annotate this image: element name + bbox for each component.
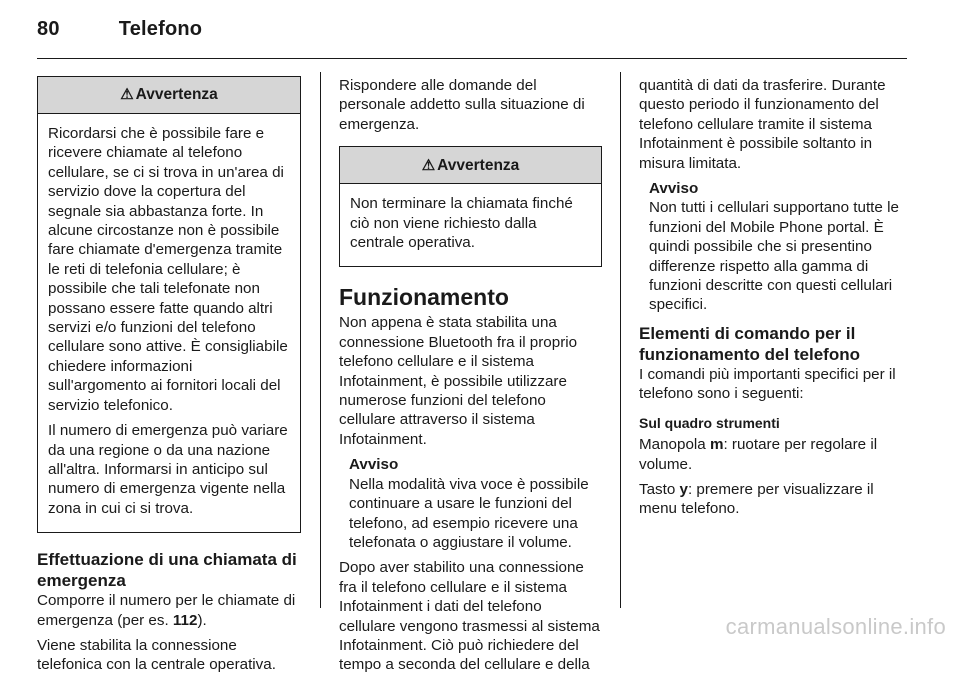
emergency-paragraph-1: [37, 591, 301, 630]
warning-triangle-icon: ⚠: [421, 156, 436, 174]
knob-label: Manopola: [639, 436, 710, 454]
warning-paragraph-1: Ricordarsi che è possibile fare e ricevere chiamate al telefono cellulare, se ci si trova in un'area di servizio dove la copertura del segnale sia abbastanza forte. In alcune circostanze non è possibile fare chiamate d'emergenza tramite le reti di telefonia cellulare; è possibile che tali telefonate non possano essere fatte quando altri servizi e/o funzioni del telefono cellulare sono attive. È consigliabile chiedere informazioni sull'argomento ai fornitori locali del servizio telefonico.: [48, 125, 288, 414]
warning-box: [37, 76, 301, 533]
emergency-paragraph-2: Viene stabilita la connessione telefonica con la centrale operativa.: [37, 636, 276, 674]
phone-button-icon: y: [679, 480, 688, 498]
emergency-paragraph-1-end: ).: [197, 611, 207, 629]
warning-text-2: Non terminare la chiamata finché ciò non viene richiesto dalla centrale operativa.: [350, 195, 573, 252]
controls-heading: Elementi di comando per il funzionamento del telefono: [639, 323, 860, 364]
emergency-call-heading: Effettuazione di una chiamata di emergenza: [37, 550, 297, 591]
button-label: Tasto: [639, 480, 680, 498]
funzionamento-paragraph-1: Non appena è stata stabilita una connessione Bluetooth fra il proprio telefono cellulare e il sistema Infotainment, è possibile utilizzare numerose funzioni del telefono cellulare attraverso il sistema Infotainment.: [339, 314, 578, 448]
note-text-2: Non tutti i cellulari supportano tutte le funzioni del Mobile Phone portal. È quindi possibile che si presentino differenze rispetto alla gamma di funzioni descritte con questi cellulari specifici.: [649, 199, 899, 314]
header-rule: [37, 58, 907, 59]
warning-box-2: [339, 146, 602, 267]
emergency-number: 112: [172, 611, 198, 629]
page-number: 80: [37, 18, 60, 40]
note-title-2: Avviso: [649, 180, 699, 198]
page-header: [37, 18, 202, 41]
funzionamento-heading: Funzionamento: [339, 284, 509, 311]
controls-intro: I comandi più importanti specifici per il telefono sono i seguenti:: [639, 365, 896, 403]
column-3: [639, 76, 903, 525]
knob-paragraph: [639, 435, 903, 474]
instrument-panel-heading: Sul quadro strumenti: [639, 414, 780, 431]
answer-questions-paragraph: Rispondere alle domande del personale addetto sulla situazione di emergenza.: [339, 77, 585, 133]
column-divider-1: [320, 72, 321, 608]
funzionamento-paragraph-2: Dopo aver stabilito una connessione fra il telefono cellulare e il sistema Infotainment i dati del telefono cellulare vengono trasmessi al sistema Infotainment. Ciò può richiedere del tempo a seconda del cellulare e della: [339, 559, 600, 674]
continuation-paragraph: quantità di dati da trasferire. Durante questo periodo il funzionamento del telefono cellulare tramite il sistema Infotainment è possibile soltanto in misura limitata.: [639, 77, 886, 172]
warning-header: [38, 77, 300, 114]
knob-description: : ruotare per regolare il volume.: [639, 436, 878, 473]
column-divider-2: [620, 72, 621, 608]
warning-header-2: [340, 147, 601, 184]
emergency-paragraph-1-text: Comporre il numero per le chiamate di emergenza (per es.: [37, 592, 296, 629]
warning-title-2: Avvertenza: [437, 156, 520, 174]
note-title: Avviso: [349, 456, 399, 474]
warning-paragraph-2: Il numero di emergenza può variare da una regione o da una nazione all'altra. Informarsi in anticipo sul numero di emergenza vigente nella zona in cui ci si trova.: [48, 422, 288, 517]
warning-body: [38, 114, 300, 532]
column-1: [37, 76, 301, 681]
warning-body-2: [340, 184, 601, 266]
button-description: : premere per visualizzare il menu telefono.: [639, 480, 874, 518]
note-text: Nella modalità viva voce è possibile continuare a usare le funzioni del telefono, ad esempio ricevere una telefonata o aggiustare il volume.: [349, 475, 589, 551]
volume-knob-icon: m: [709, 436, 724, 454]
button-paragraph: [639, 480, 903, 519]
column-2: [339, 76, 602, 681]
warning-title: Avvertenza: [135, 86, 218, 104]
note-box-2: [639, 179, 903, 315]
warning-triangle-icon: ⚠: [120, 86, 134, 104]
watermark: carmanualsonline.info: [725, 614, 946, 639]
section-title: Telefono: [118, 18, 203, 40]
note-box: [339, 455, 602, 552]
